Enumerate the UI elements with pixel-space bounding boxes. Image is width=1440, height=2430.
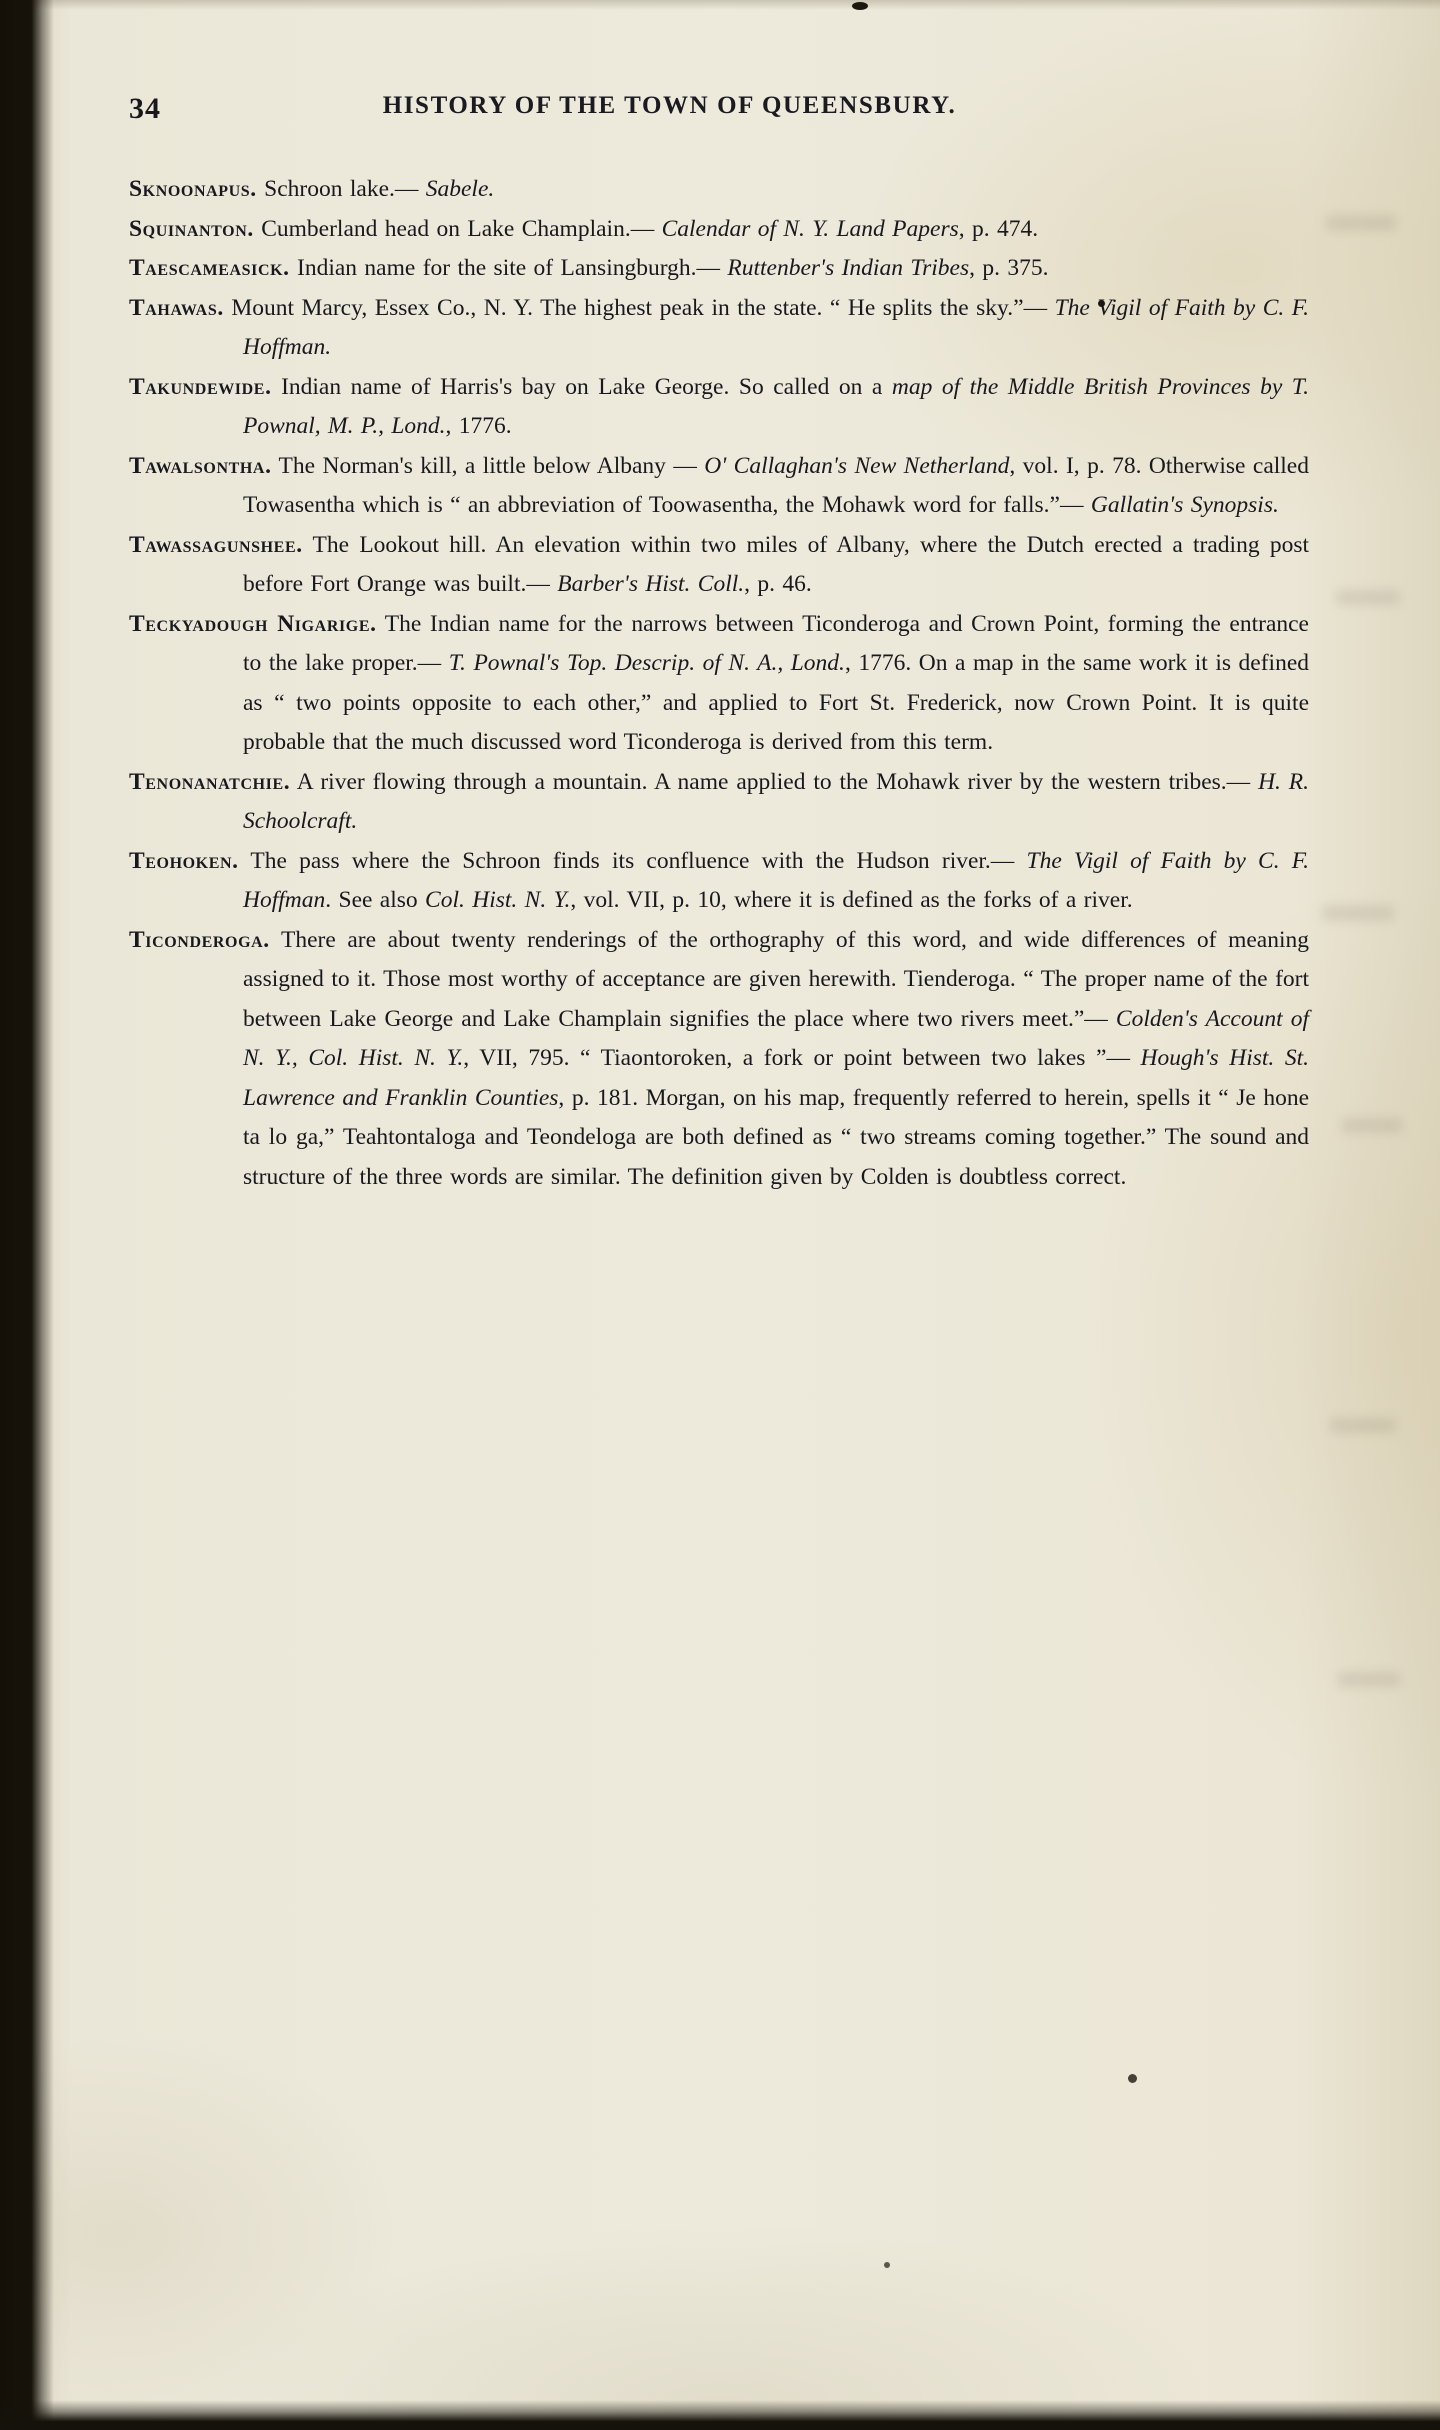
entry-text: Cumberland head on Lake Champlain.— bbox=[253, 215, 662, 242]
entry-text: Schroon lake.— bbox=[256, 176, 426, 202]
entry-text: The pass where the Schroon finds its confluence with the Hudson river.— bbox=[238, 847, 1027, 874]
entry-term: Takundewide. bbox=[129, 373, 272, 400]
entry-term: Taescameasick. bbox=[129, 255, 290, 281]
glossary-entry bbox=[129, 526, 1309, 605]
entry-term: Ticonderoga. bbox=[129, 926, 270, 953]
glossary-entry bbox=[129, 210, 1309, 250]
page-header bbox=[129, 92, 1306, 134]
entry-text: The Lookout hill. An elevation within two miles of Albany, where the Dutch erected a trading post before Fort Orange was built.— bbox=[243, 531, 1309, 597]
page-number: 34 bbox=[129, 92, 161, 125]
bleed-through-mark bbox=[1342, 1118, 1402, 1133]
entry-text: The Norman's kill, a little below Albany — bbox=[271, 452, 705, 479]
scan-edge-bottom bbox=[0, 2400, 1440, 2430]
glossary-entry bbox=[129, 605, 1309, 763]
glossary-entry bbox=[129, 170, 1309, 210]
entry-citation: H. R. Schoolcraft. bbox=[243, 768, 1310, 834]
entry-text: , 1776. On a map in the same work it is defined as “ two points opposite to each other,” and applied to Fort St. Frederick, now Crown Point. It is quite probable that the much discussed word Ticonderoga is derived from this term. bbox=[243, 650, 1309, 755]
entry-text: A river flowing through a mountain. A name applied to the Mohawk river by the western tribes.— bbox=[290, 768, 1259, 795]
bleed-through-mark bbox=[1326, 215, 1396, 231]
entry-text: , 1776. bbox=[445, 413, 512, 439]
entry-term: Tahawas. bbox=[129, 294, 224, 321]
glossary-entry bbox=[129, 249, 1309, 289]
entry-citation: Barber's Hist. Coll. bbox=[557, 571, 745, 597]
glossary-entry bbox=[129, 763, 1309, 842]
glossary-list bbox=[129, 170, 1309, 1197]
entry-citation: Col. Hist. N. Y. bbox=[425, 887, 571, 913]
entry-text: There are about twenty renderings of the orthography of this word, and wide differences of meaning assigned to it. Those most worthy of acceptance are given herewith. Tienderoga. “ The proper name of the fort between Lake George and Lake Champlain signifies the place where two rivers meet.”— bbox=[243, 926, 1309, 1032]
running-title: HISTORY OF THE TOWN OF QUEENSBURY. bbox=[382, 92, 957, 119]
entry-term: Teohoken. bbox=[129, 847, 239, 874]
entry-citation: Colden's Account of N. Y., Col. Hist. N. Y. bbox=[243, 1005, 1309, 1071]
entry-citation: Sabele. bbox=[425, 176, 495, 202]
entry-text: Indian name of Harris's bay on Lake George. So called on a bbox=[271, 373, 892, 400]
entry-text: , p. 181. Morgan, on his map, frequently referred to herein, spells it “ Je hone ta lo ga,” Teahtontaloga and Teondeloga are both defined as “ two streams coming together.” The sound and structure of the three words are similar. The definition given by Colden is doubtless correct. bbox=[243, 1084, 1310, 1190]
entry-citation: Ruttenber's Indian Tribes bbox=[727, 255, 970, 281]
entry-text: . See also bbox=[325, 887, 426, 913]
bleed-through-mark bbox=[1336, 590, 1400, 605]
entry-text: The Indian name for the narrows between Ticonderoga and Crown Point, forming the entrance to the lake proper.— bbox=[243, 610, 1309, 676]
entry-text: , p. 46. bbox=[744, 571, 812, 597]
entry-citation: map of the Middle British Provinces by T. Pownal, M. P., Lond. bbox=[243, 373, 1309, 439]
glossary-entry bbox=[129, 921, 1309, 1198]
entry-citation: Calendar of N. Y. Land Papers bbox=[661, 215, 959, 242]
entry-term: Sknoonapus. bbox=[129, 176, 257, 202]
ink-speck bbox=[1128, 2074, 1137, 2083]
ink-speck bbox=[884, 2262, 890, 2268]
entry-term: Tenonanatchie. bbox=[129, 768, 291, 795]
entry-text: , vol. I, p. 78. Otherwise called Towasentha which is “ an abbreviation of Toowasentha, the Mohawk word for falls.”— bbox=[243, 452, 1309, 518]
entry-text: , VII, 795. “ Tiaontoroken, a fork or point between two lakes ”— bbox=[463, 1045, 1141, 1071]
bleed-through-mark bbox=[1330, 1418, 1396, 1433]
entry-term: Teckyadough Nigarige. bbox=[129, 610, 377, 637]
entry-citation: Hough's Hist. St. Lawrence and Franklin Counties bbox=[243, 1045, 1309, 1111]
ink-speck bbox=[852, 2, 868, 10]
entry-citation: O' Callaghan's New Netherland bbox=[704, 452, 1010, 479]
entry-text: Indian name for the site of Lansingburgh.— bbox=[289, 255, 728, 281]
glossary-entry bbox=[129, 368, 1309, 447]
scan-edge-left bbox=[0, 0, 54, 2430]
glossary-entry bbox=[129, 289, 1309, 368]
glossary-entry bbox=[129, 842, 1309, 921]
entry-citation: T. Pownal's Top. Descrip. of N. A., Lond. bbox=[448, 650, 845, 676]
glossary-entry bbox=[129, 447, 1309, 526]
entry-text: , vol. VII, p. 10, where it is defined as the forks of a river. bbox=[570, 887, 1133, 913]
entry-citation: The Vigil of Faith by C. F. Hoffman. bbox=[243, 294, 1309, 360]
bleed-through-mark bbox=[1322, 905, 1394, 921]
entry-text: , p. 474. bbox=[958, 215, 1039, 242]
entry-citation: Gallatin's Synopsis. bbox=[1090, 492, 1279, 518]
entry-term: Tawalsontha. bbox=[129, 452, 272, 479]
entry-text: , p. 375. bbox=[969, 255, 1049, 281]
scan-edge-top bbox=[0, 0, 1440, 10]
entry-term: Squinanton. bbox=[129, 215, 254, 242]
entry-term: Tawassagunshee. bbox=[129, 531, 303, 558]
bleed-through-mark bbox=[1338, 1672, 1400, 1687]
entry-citation: The Vigil of Faith by C. F. Hoffman bbox=[243, 847, 1309, 913]
entry-text: Mount Marcy, Essex Co., N. Y. The highest peak in the state. “ He splits the sky.”— bbox=[223, 294, 1055, 321]
